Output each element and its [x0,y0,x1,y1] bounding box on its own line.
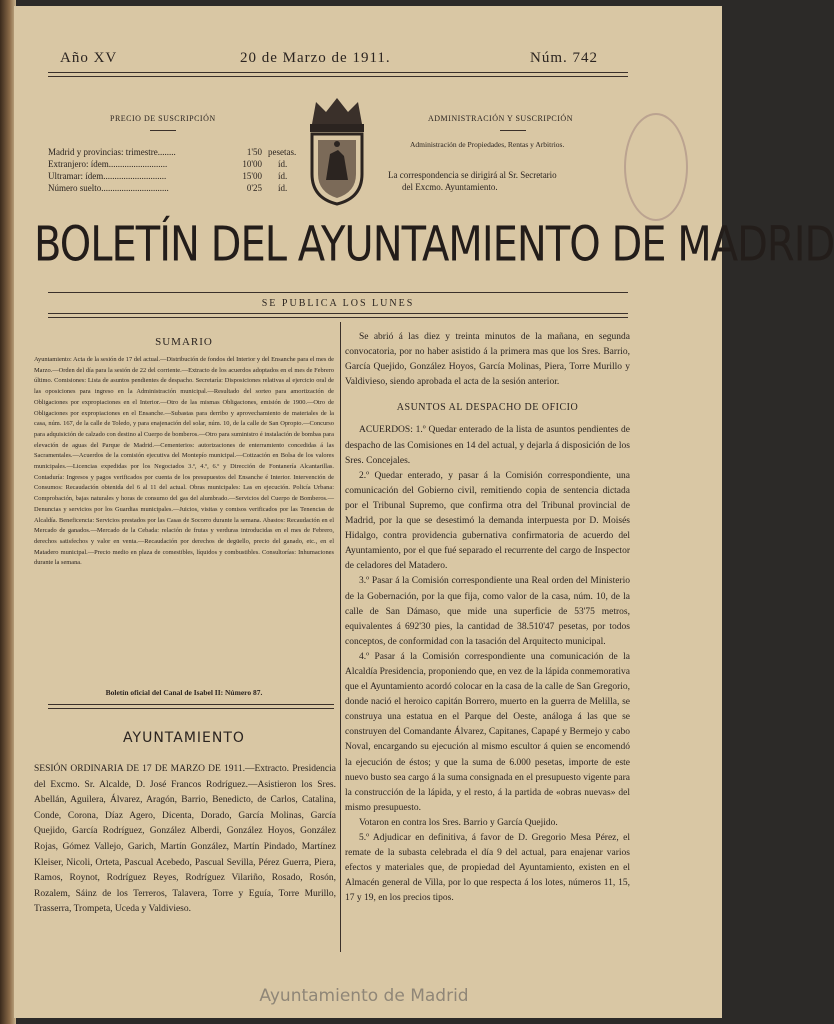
agreement-2: 2.º Quedar enterado, y pasar á la Comisión correspondiente, una comunicación del Gobierno civil, remitiendo copia de sentencia dictada por el Tribunal Supremo, que confirma otra del Tribunal provincial de Madrid, por la que se desestimó la demanda interpuesta por D. Moisés Hidalgo, contra providencia gubernativa confirmatoria de acuerdo del Ayuntamiento, por el que fué separado el recurrente del cargo de Inspector de celadores del Matadero. [345,470,630,572]
agreement-5: 5.º Adjudicar en definitiva, á favor de D. Gregorio Mesa Pérez, el remate de la subasta celebrada el día 9 del actual, para enajenar varios efectos y materiales que, de propiedad del Ayuntamiento, existen en el Almacén general de Villa, por lo que respecta á los lotes, números 11, 15, 17 y 19, en los precios tipos. [345,833,630,904]
sumario-rule-thin [48,708,334,709]
asuntos-heading: ASUNTOS AL DESPACHO DE OFICIO [396,402,579,414]
madrid-coat-of-arms-icon [304,94,370,206]
sumario-heading: SUMARIO [155,336,213,348]
ayuntamiento-heading: AYUNTAMIENTO [123,730,245,746]
administration-line2: del Excmo. Ayuntamiento. [402,182,498,192]
right-column [345,330,630,906]
divider [500,130,526,131]
footer-watermark: Ayuntamiento de Madrid [259,986,469,1006]
subscription-row: Número suelto.............................. 0'25 íd. [48,183,288,193]
header-rule [48,72,628,73]
agreement-3: 3.º Pasar á la Comisión correspondiente una Real orden del Ministerio de la Gobernación, por la que fija, como valor de la casa, núm. 10, de la calle de San Dámaso, que mide una superficie de 53'75 metros, equivalentes á 692'30 pies, la cantidad de 38.510'47 pesetas, por todos conceptos, de conformidad con la tasación del Arquitecto municipal. [345,576,630,647]
subtitle-rule-thin [48,317,628,318]
issue-date: 20 de Marzo de 1911. [240,50,391,66]
newspaper-title: BOLETÍN DEL AYUNTAMIENTO DE MADRID [34,217,834,273]
administration-heading: ADMINISTRACIÓN Y SUSCRIPCIÓN [428,114,573,123]
publication-frequency: SE PUBLICA LOS LUNES [261,298,415,309]
administration-subheading: Administración de Propiedades, Rentas y Arbitrios. [410,140,565,149]
subscription-row: Madrid y provincias: trimestre........ 1'50 pesetas. [48,147,297,157]
session-intro: Se abrió á las diez y treinta minutos de la mañana, en segunda convocatoria, por no haber asistido á la primera mas que los Sres. Barrio, García Quejido, González Hoyos, García Molinas, Piera, Torre Murillo y Valdivieso, siendo aprobada el acta de la sesión anterior. [345,332,630,388]
subscription-table [48,146,300,194]
agreement-4: 4.º Pasar á la Comisión correspondiente una comunicación de la Alcaldía Presidencia, proponiendo que, en vez de la lápida conmemorativa que el Ayuntamiento acordó colocar en la casa de la calle de San Gregorio, donde nació el heroico capitán Borrero, muerto en la guerra de Melilla, se construya una estatua en el Parque del Oeste, análoga á las que se construyen del Comandante Álvarez, Capitanes, Capapé y Bermejo y cabo Noval, encargando su ejecución al mismo escultor á quien se encomendó la ejecución de éstos; y que la suma de 6.000 pesetas, importe de este nuevo busto sea cargo á la suma consignada en el presupuesto vigente para la construcción de la lápida, y el resto, á la partida de «obras nuevas» del mismo presupuesto. [345,651,630,813]
divider [150,130,176,131]
title-rule [48,292,628,293]
library-stamp [624,113,688,221]
header-rule-thin [48,76,628,77]
session-attendance-text: SESIÓN ORDINARIA DE 17 DE MARZO DE 1911.—Extracto. Presidencia del Excmo. Sr. Alcalde, D. José Francos Rodríguez.—Asistieron los Sres. Abellán, Aguilera, Álvarez, Aragón, Barrio, Benedicto, de Carlos, Catalina, Conde, Corona, Díaz Agero, Dicenta, Dorado, García Molinas, García Quejido, García Rodríguez, González Alberdi, González Hoyos, González Rojas, Gómez Vallejo, Garich, Martín González, Martín Pindado, Martínez Kleiser, Nicoli, Orteta, Pascual Acebedo, Pascual Sevilla, Pérez Guerra, Piera, Ramos, Roynot, Rodríguez Reyes, Rodríguez Vilariño, Rosado, Rosón, Rozalem, Sáinz de los Terreros, Talavera, Torre y Eguía, Torre Murillo, Trasserra, Trompeta, Uceda y Valdivieso. [34,764,336,915]
subtitle-rule [48,313,628,314]
subscription-row: Extranjero: ídem.......................... 10'00 íd. [48,159,288,169]
administration-line1: La correspondencia se dirigirá al Sr. Secretario [388,170,557,180]
canal-bulletin-note: Boletín oficial del Canal de Isabel II: Número 87. [105,688,263,697]
issue-year: Año XV [60,50,118,66]
issue-number: Núm. 742 [530,50,598,66]
subscription-heading: PRECIO DE SUSCRIPCIÓN [110,114,216,123]
agreement-1: ACUERDOS: 1.º Quedar enterado de la lista de asuntos pendientes de despacho de las Comisiones en 14 del actual, y dejarla á disposición de los Sres. Concejales. [345,425,630,466]
column-divider [340,322,341,952]
sumario-text: Ayuntamiento: Acta de la sesión de 17 del actual.—Distribución de fondos del Interior y del Ensanche para el mes de Marzo.—Orden del día para la sesión de 22 del corriente.—Extracto de los acuerdos adoptados en el mes de Febrero último. Comisiones: Lista de asuntos pendientes de despacho. Secretaría: Disposiciones relativas al ejercicio oral de las oposiciones para ingreso en la Administración municipal.—Resultado del sorteo para amortización de Obligaciones por expropiaciones en el Interior.—Otro de las mismas Obligaciones, emisión de 1900.—Otro de Obligaciones por expropiaciones en el Ensanche.—Subastas para derribo y aprovechamiento de materiales de la casa, núm. 167, de la calle de Toledo, y para enajenación del solar, núm. 10, de la calle de San Opropio.—Concurso para adquisición de calzado con destino al Cuerpo de bomberos.—Otro para suministro é instalación de bombas para elevación de aguas del Parque de Madrid.—Cementerios: autorizaciones de enterramiento concedidas á las Sacramentales.—Acuerdos de la comisión ejecutiva del Montepío municipal.—Cotización en Bolsa de los valores municipales.—Licencias expedidas por los Negociados 3.º, 4.º, 6.º y Dirección de Fontanería Alcantarillas. Contaduría: Ingresos y pagos verificados por cuenta de los presupuestos del Ensanche é Interior. Intervención de Consumos: Recaudación obtenida del 6 al 11 del actual. Obras municipales: Las en ejecución. Policía Urbana: Comprobación, bajas naturales y horas de consumo del gas del alumbrado.—Servicios del Cuerpo de Bomberos.—Denuncias y servicios por los Guardias municipales.—Juicios, visitas y comisos verificados por las Tenencias de Alcaldía. Beneficencia: Servicios prestados por las Casas de Socorro durante la semana. Abastos: Recaudación en el Mercado de ganados.—Mercado de la Cebada: relación de frutas y verduras introducidas en el mes de Febrero, derechos satisfechos y valor en venta.—Recaudación por derechos de degüello, precio del ganado, etc., en el Matadero municipal.—Precio medio en plaza de comestibles, líquidos y combustibles. Consultorías: Inhumaciones durante la semana. [34,356,334,567]
vote-note: Votaron en contra los Sres. Barrio y García Quejido. [359,817,558,828]
sumario-rule [48,704,334,705]
subscription-row: Ultramar: ídem............................ 15'00 íd. [48,171,288,181]
